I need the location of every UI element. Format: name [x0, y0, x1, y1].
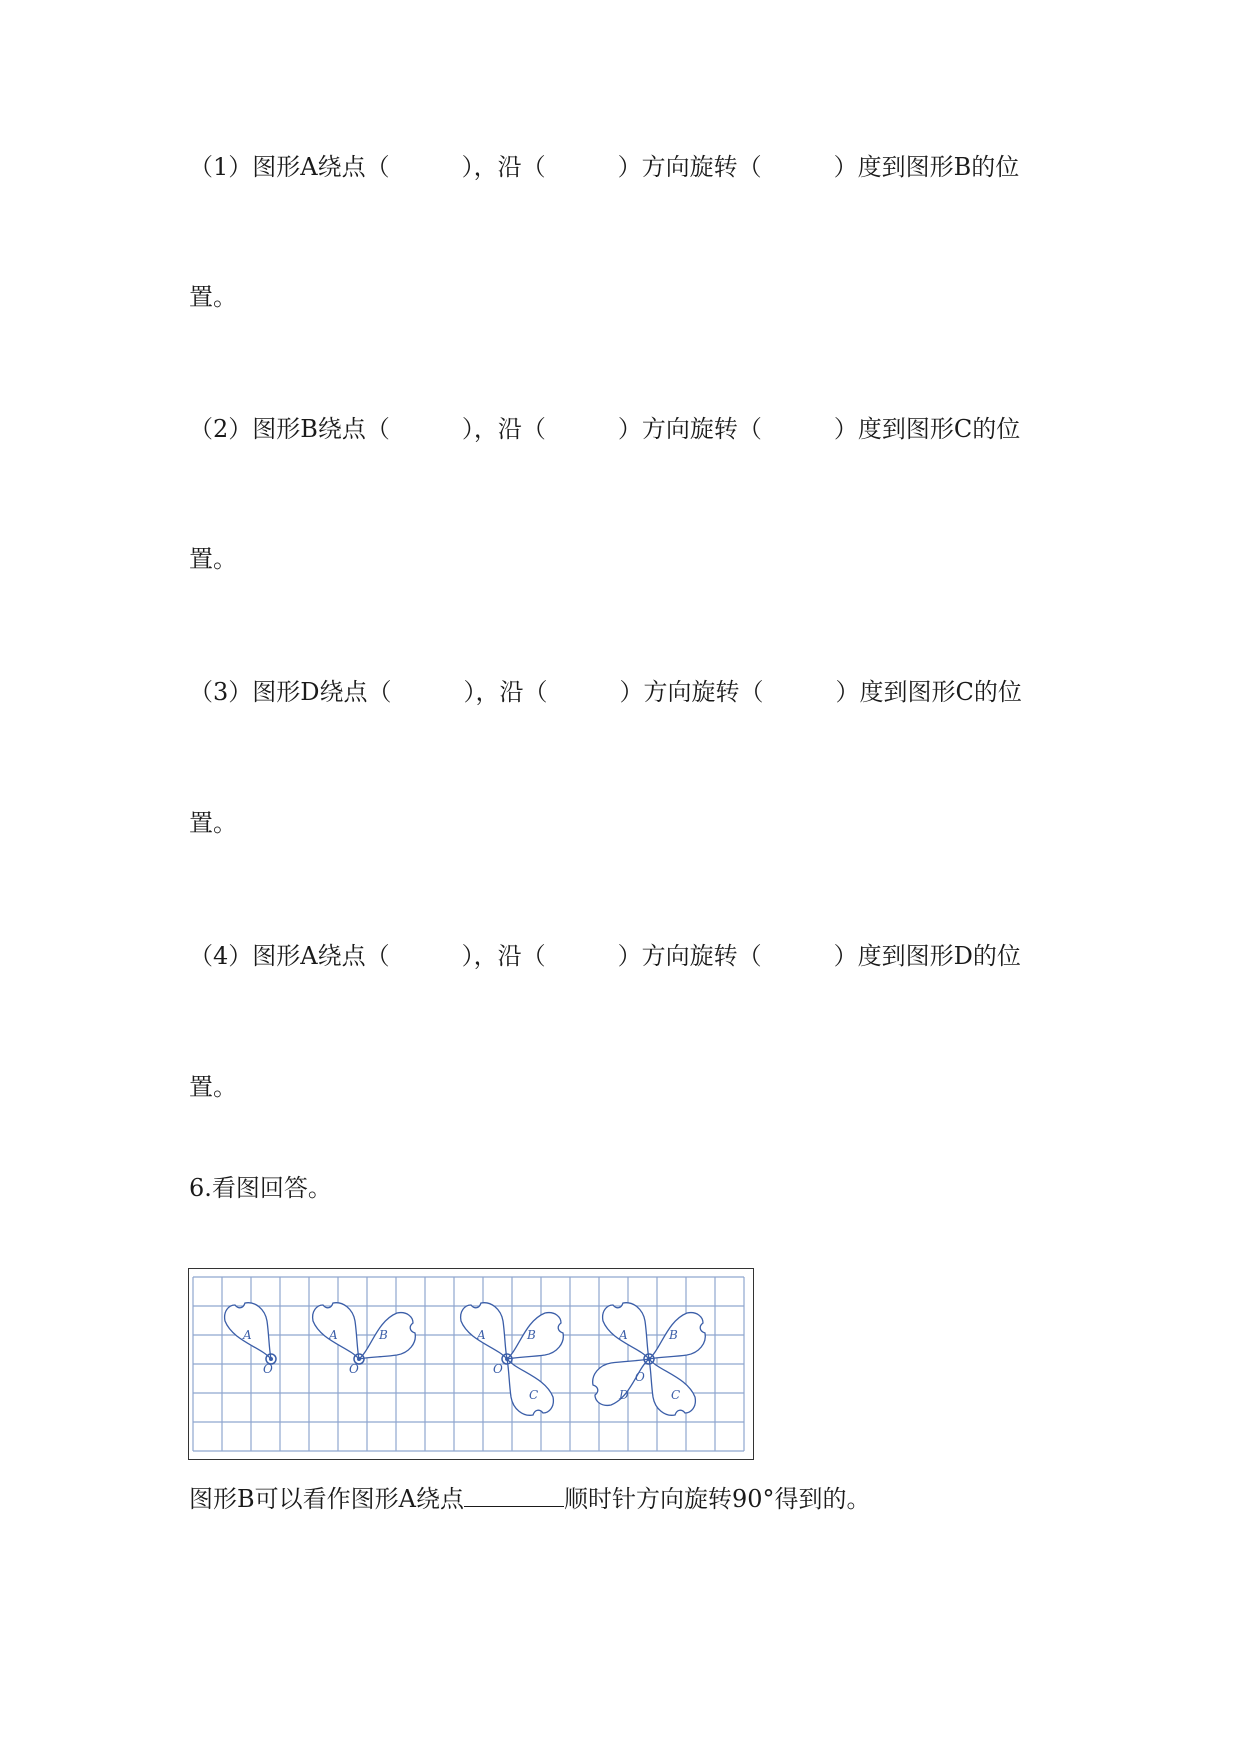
label-a: A	[477, 1328, 486, 1342]
answer-text-after: 顺时针方向旋转90°得到的。	[563, 1485, 871, 1513]
label-c: C	[671, 1388, 681, 1402]
answer-text-before: 图形B可以看作图形A绕点	[189, 1485, 464, 1513]
label-o: O	[349, 1362, 359, 1376]
rotation-grid-svg	[189, 1269, 752, 1458]
question-6-answer-line	[189, 1484, 871, 1514]
question-1-line-1: （1）图形A绕点（ ），沿（ ）方向旋转（ ）度到图形B的位	[189, 153, 1020, 181]
question-1-line-2: 置。	[189, 283, 237, 311]
label-d: D	[619, 1388, 629, 1402]
label-b: B	[527, 1328, 536, 1342]
question-6-title: 6.看图回答。	[189, 1174, 332, 1202]
label-o: O	[263, 1362, 273, 1376]
label-o: O	[635, 1370, 645, 1384]
question-3-line-2: 置。	[189, 809, 237, 837]
label-b: B	[379, 1328, 388, 1342]
question-3-line-1: （3）图形D绕点（ ），沿（ ）方向旋转（ ）度到图形C的位	[189, 678, 1022, 706]
rotation-center-dot	[269, 1357, 273, 1361]
question-4-line-2: 置。	[189, 1073, 237, 1101]
question-2-line-2: 置。	[189, 545, 237, 573]
rotation-center-dot	[647, 1357, 651, 1361]
rotation-center-dot	[357, 1357, 361, 1361]
label-o: O	[493, 1362, 503, 1376]
rotation-grid-figure	[188, 1268, 754, 1460]
rotation-center-dot	[505, 1357, 509, 1361]
answer-blank[interactable]	[464, 1484, 564, 1507]
label-a: A	[619, 1328, 628, 1342]
label-a: A	[243, 1328, 252, 1342]
label-c: C	[529, 1388, 539, 1402]
label-b: B	[669, 1328, 678, 1342]
label-a: A	[329, 1328, 338, 1342]
question-2-line-1: （2）图形B绕点（ ），沿（ ）方向旋转（ ）度到图形C的位	[189, 415, 1021, 443]
question-4-line-1: （4）图形A绕点（ ），沿（ ）方向旋转（ ）度到图形D的位	[189, 942, 1021, 970]
